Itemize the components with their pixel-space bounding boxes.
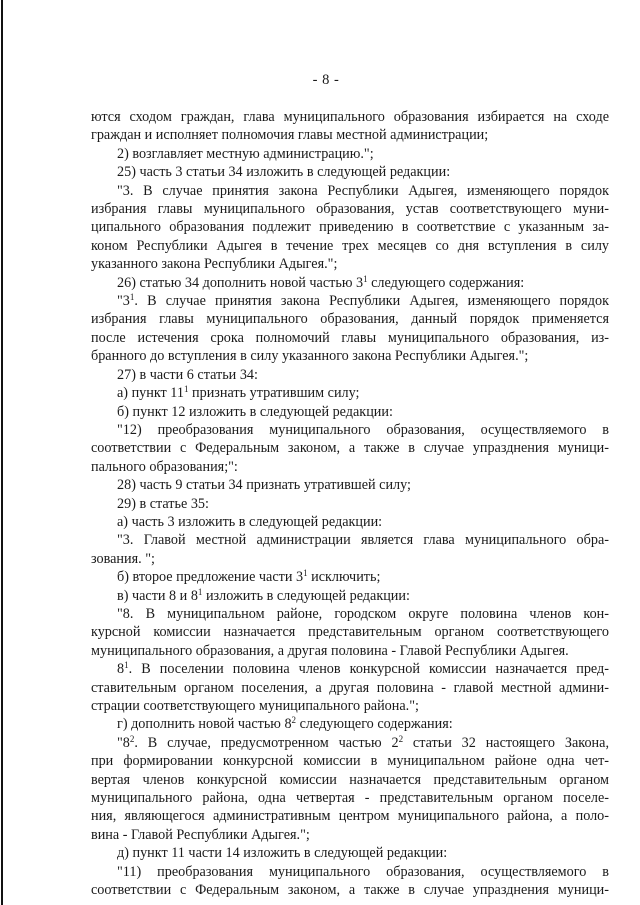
superscript: 1: [363, 273, 368, 284]
text-line: [91, 403, 609, 421]
text-run: "3. Главой местной администрации является глава муниципального обра-: [117, 532, 609, 549]
text-run: следующего содержания:: [367, 274, 525, 291]
text-run: вертая членов конкурсной комиссии назначается представительным органом: [91, 771, 609, 788]
text-run: избрания главы муниципального образования, устав соответствующего муни-: [91, 201, 609, 218]
text-run: муниципального района, одна четвертая - представительным органом поселе-: [91, 790, 609, 807]
text-run: 8: [117, 661, 125, 678]
text-line: [91, 771, 609, 789]
superscript: 2: [129, 733, 135, 744]
text-line: [91, 844, 609, 862]
text-line: [91, 108, 609, 126]
text-run: 28) часть 9 статьи 34 признать утратившей силу;: [117, 477, 411, 494]
text-line: [91, 587, 609, 605]
text-line: [91, 568, 609, 586]
text-line: [91, 495, 609, 513]
superscript: 1: [129, 292, 135, 303]
text-line: [91, 807, 609, 825]
text-line: [91, 715, 609, 733]
text-run: исключить;: [307, 569, 381, 586]
text-run: ставительным органом поселения, а другая половина - главой местной админи-: [91, 679, 609, 696]
document-body: [91, 108, 609, 899]
superscript: 2: [291, 715, 297, 726]
text-run: муниципального образования, а другая половина - Главой Республики Адыгея.: [91, 642, 569, 659]
superscript: 1: [183, 384, 189, 395]
text-line: [91, 513, 609, 531]
text-line: [91, 329, 609, 347]
text-run: при формировании конкурсной комиссии в муниципальном районе одна чет-: [91, 753, 609, 770]
text-run: 27) в части 6 статьи 34:: [117, 366, 258, 383]
text-run: признать утратившим силу;: [188, 385, 360, 402]
text-run: вина - Главой Республики Адыгея.";: [91, 826, 310, 843]
text-run: г) дополнить новой частью 8: [117, 716, 292, 733]
text-run: д) пункт 11 части 14 изложить в следующей редакции:: [117, 845, 448, 862]
text-line: [91, 458, 609, 476]
text-run: а) пункт 11: [117, 385, 184, 402]
text-line: [91, 476, 609, 494]
text-run: коном Республики Адыгея в течение трех месяцев со дня вступления в силу: [91, 237, 609, 254]
text-run: изложить в следующей редакции:: [202, 587, 410, 604]
text-line: [91, 550, 609, 568]
text-run: в) части 8 и 8: [117, 587, 198, 604]
text-run: избрания главы муниципального образования, данный порядок применяется: [91, 311, 609, 328]
superscript: 1: [124, 660, 129, 671]
text-run: . В случае принятия закона Республики Адыгея, изменяющего порядок: [134, 293, 609, 310]
text-run: . В поселении половина членов конкурсной комиссии назначается пред-: [128, 661, 609, 678]
text-run: "3. В случае принятия закона Республики Адыгея, изменяющего порядок: [117, 182, 609, 199]
text-line: [91, 605, 609, 623]
text-run: статьи 32 настоящего Закона,: [403, 734, 609, 751]
text-run: после истечения срока полномочий главы муниципального образования, из-: [91, 329, 609, 346]
text-line: [91, 439, 609, 457]
text-line: [91, 347, 609, 365]
superscript: 1: [303, 568, 308, 579]
text-run: 26) статью 34 дополнить новой частью 3: [117, 274, 364, 291]
page-edge: [1, 0, 3, 905]
text-run: соответствии с Федеральным законом, а также в случае упразднения муници-: [91, 882, 609, 899]
text-line: [91, 863, 609, 881]
page-number: - 8 -: [312, 72, 340, 88]
text-run: . В случае, предусмотренном частью 2: [134, 734, 399, 751]
text-run: "8. В муниципальном районе, городском округе половина членов кон-: [117, 605, 609, 622]
text-line: [91, 623, 609, 641]
text-run: пального образования;":: [91, 458, 238, 475]
text-line: [91, 218, 609, 236]
text-run: 2) возглавляет местную администрацию.";: [117, 145, 374, 162]
text-run: б) пункт 12 изложить в следующей редакции:: [117, 403, 393, 420]
text-line: [91, 126, 609, 144]
text-line: [91, 531, 609, 549]
text-run: "11) преобразования муниципального образования, осуществляемого в: [117, 863, 609, 880]
text-run: следующего содержания:: [296, 716, 453, 733]
text-line: [91, 826, 609, 844]
text-line: [91, 660, 609, 678]
text-line: [91, 679, 609, 697]
text-run: 29) в статье 35:: [117, 495, 209, 512]
text-run: "12) преобразования муниципального образования, осуществляемого в: [117, 421, 609, 438]
text-run: соответствии с Федеральным законом, а также в случае упразднения муници-: [91, 440, 609, 457]
text-run: а) часть 3 изложить в следующей редакции:: [117, 513, 383, 530]
text-line: [91, 642, 609, 660]
text-line: [91, 310, 609, 328]
text-line: [91, 421, 609, 439]
text-run: ципального образования подлежит приведению в соответствие с указанным за-: [91, 219, 609, 236]
text-run: "8: [117, 734, 130, 751]
text-line: [91, 255, 609, 273]
text-run: "3: [117, 293, 130, 310]
text-line: [91, 200, 609, 218]
text-run: зования. ";: [91, 550, 155, 567]
text-line: [91, 274, 609, 292]
text-run: указанного закона Республики Адыгея.";: [91, 256, 338, 273]
text-line: [91, 384, 609, 402]
text-line: [91, 789, 609, 807]
text-line: [91, 145, 609, 163]
text-run: страции соответствующего муниципального района.";: [91, 698, 419, 714]
text-line: [91, 734, 609, 752]
text-line: [91, 366, 609, 384]
text-line: [91, 881, 609, 899]
text-line: [91, 237, 609, 255]
text-run: ются сходом граждан, глава муниципального образования избирается на сходе: [91, 109, 609, 125]
superscript: 1: [197, 586, 203, 597]
text-run: граждан и исполняет полномочия главы местной администрации;: [91, 127, 489, 144]
text-line: [91, 163, 609, 181]
text-run: б) второе предложение части 3: [117, 569, 304, 586]
text-run: курсной комиссии назначается представительным органом соответствующего: [91, 624, 609, 641]
text-line: [91, 697, 609, 715]
text-run: ния, являющегося административным центром муниципального района, а поло-: [91, 808, 609, 825]
text-line: [91, 182, 609, 200]
text-line: [91, 292, 609, 310]
text-line: [91, 752, 609, 770]
text-run: бранного до вступления в силу указанного закона Республики Адыгея.";: [91, 348, 529, 365]
text-run: 25) часть 3 статьи 34 изложить в следующей редакции:: [117, 164, 451, 181]
superscript: 2: [398, 733, 404, 744]
